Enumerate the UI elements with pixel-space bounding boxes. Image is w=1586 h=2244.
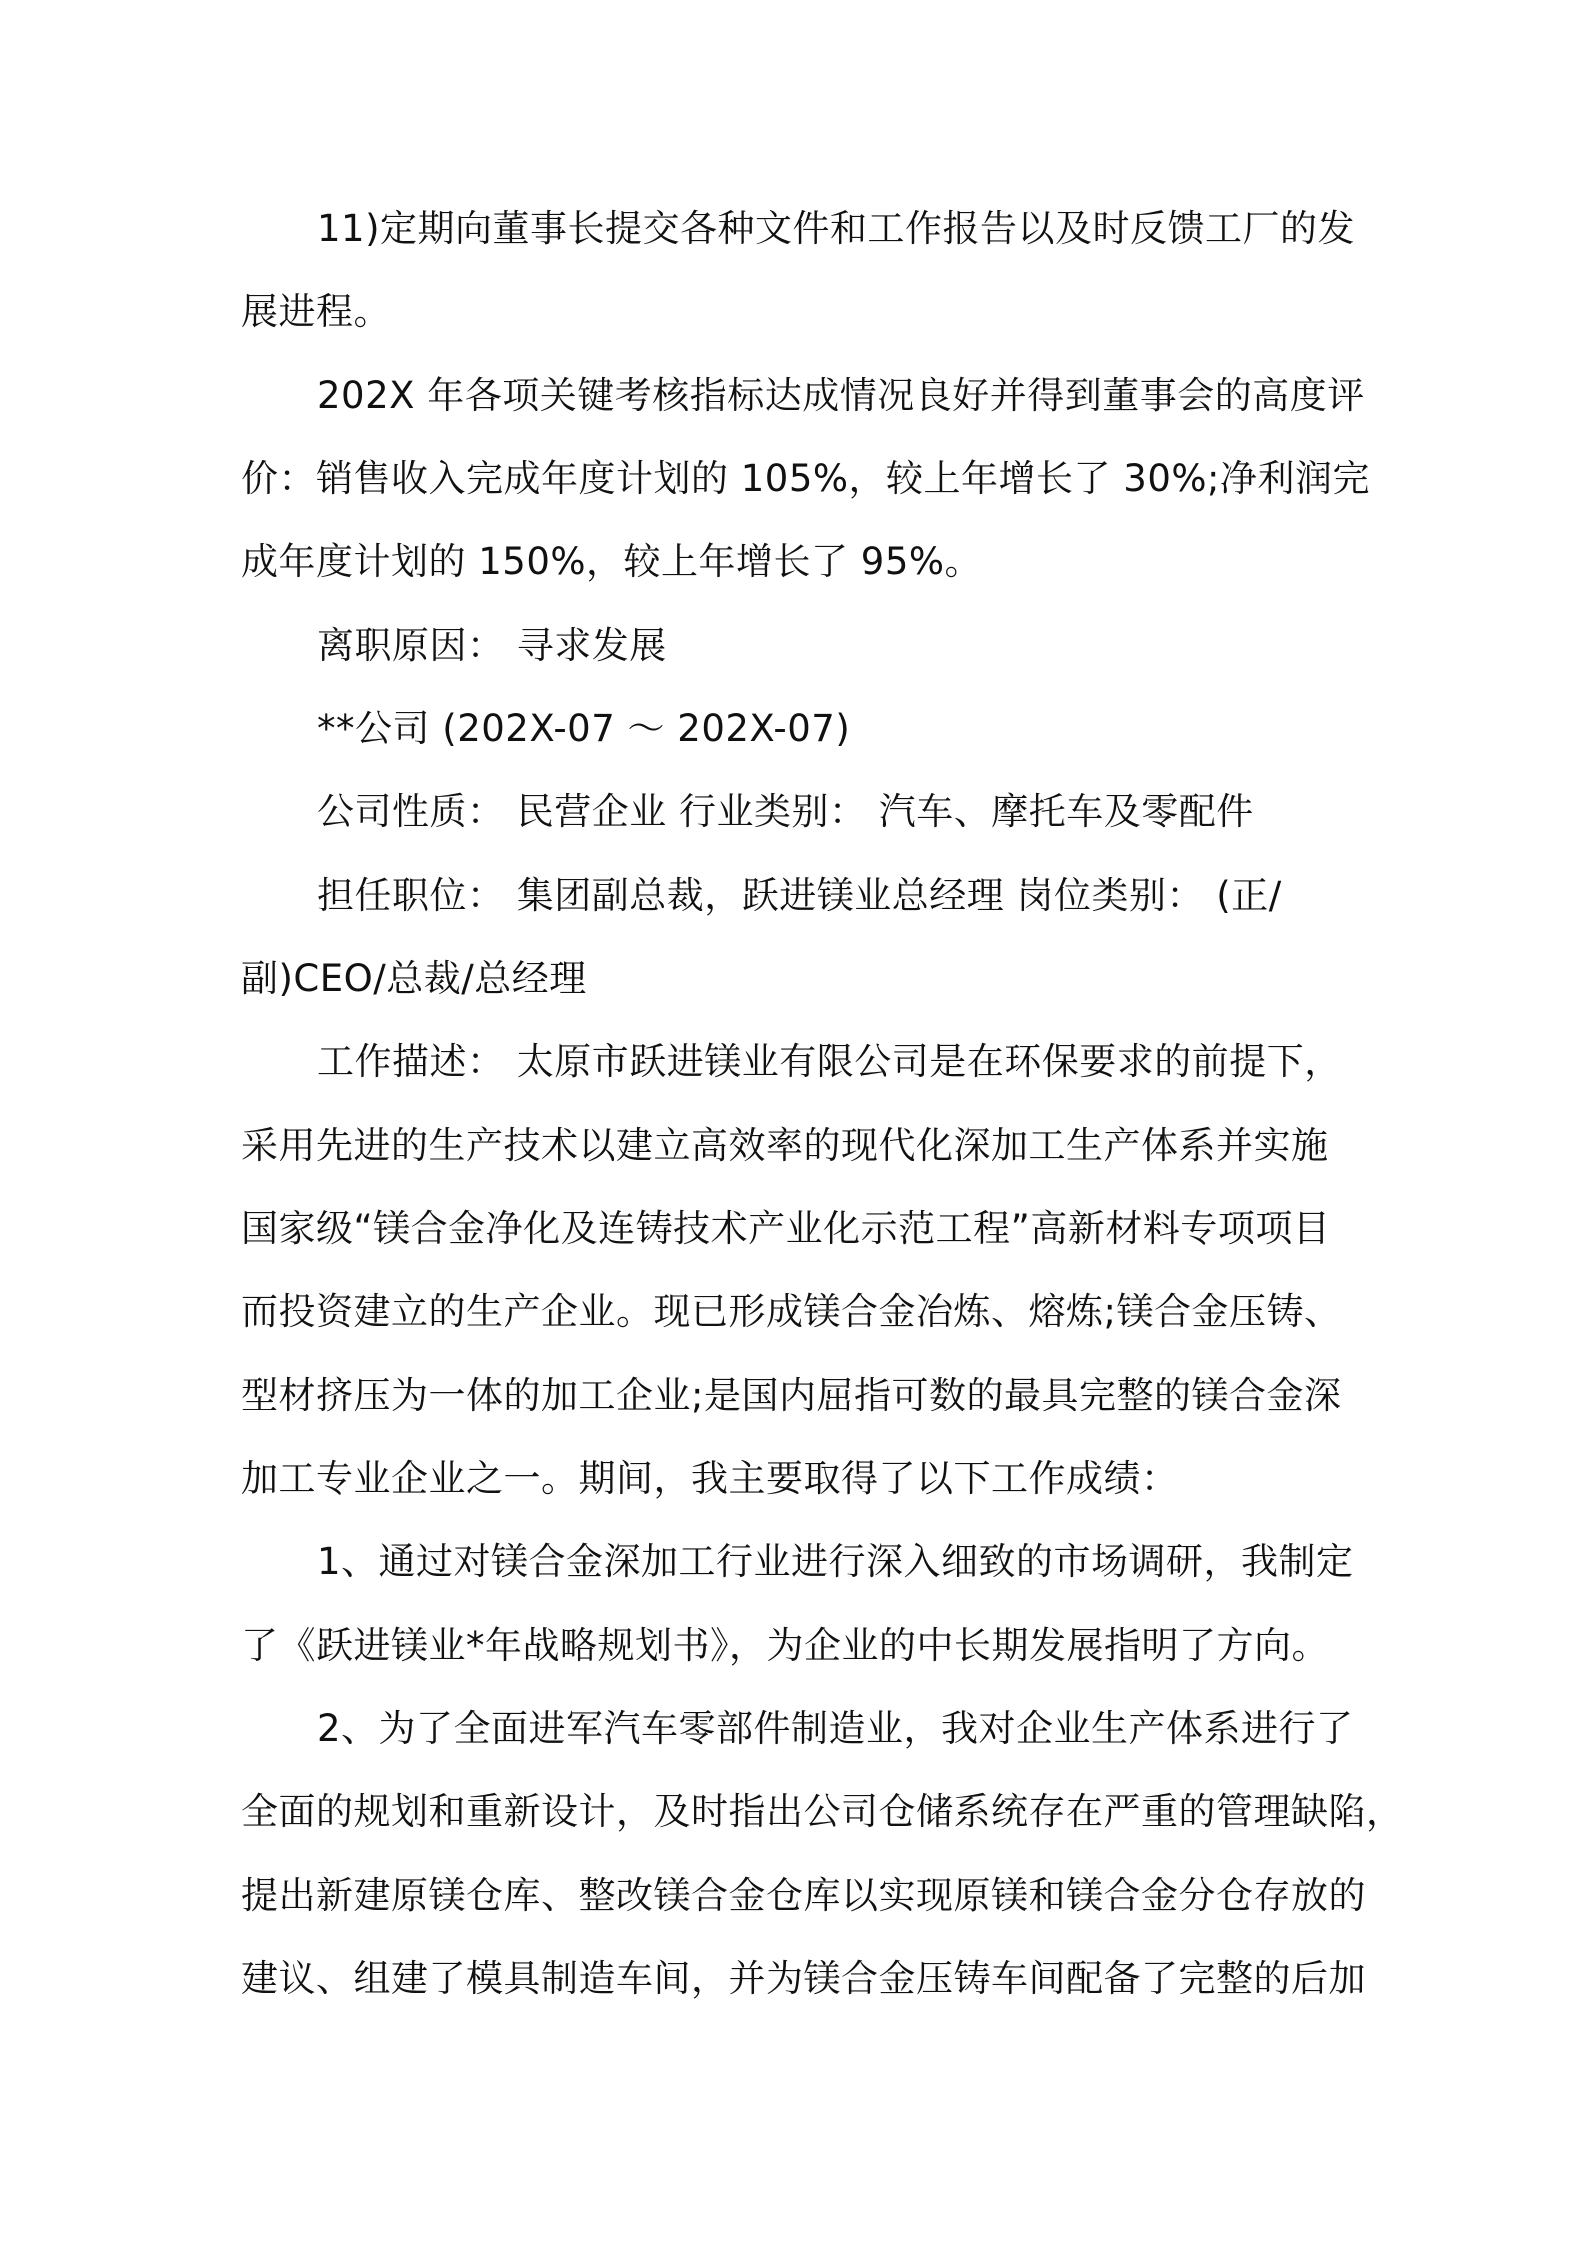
text-line: 国家级“镁合金净化及连铸技术产业化示范工程”高新材料专项项目 [241,1207,1331,1250]
text-line: **公司 (202X-07 ～ 202X-07) [317,707,851,750]
text-line: 工作描述： 太原市跃进镁业有限公司是在环保要求的前提下， [317,1040,1342,1083]
text-line: 1、通过对镁合金深加工行业进行深入细致的市场调研，我制定 [317,1540,1354,1583]
text-line: 副)CEO/总裁/总经理 [241,957,587,1000]
text-line: 了《跃进镁业*年战略规划书》，为企业的中长期发展指明了方向。 [241,1624,1329,1667]
text-line: 担任职位： 集团副总裁，跃进镁业总经理 岗位类别： (正/ [317,874,1282,917]
text-line: 价：销售收入完成年度计划的 105%，较上年增长了 30%;净利润完 [241,457,1371,500]
text-line: 全面的规划和重新设计，及时指出公司仓储系统存在严重的管理缺陷， [241,1790,1404,1833]
text-line: 加工专业企业之一。期间，我主要取得了以下工作成绩： [241,1457,1179,1500]
text-line: 成年度计划的 150%，较上年增长了 95%。 [241,540,983,583]
text-line: 提出新建原镁仓库、整改镁合金仓库以实现原镁和镁合金分仓存放的 [241,1874,1366,1917]
text-line: 离职原因： 寻求发展 [317,624,667,667]
text-line: 11)定期向董事长提交各种文件和工作报告以及时反馈工厂的发 [317,207,1356,250]
text-line: 而投资建立的生产企业。现已形成镁合金冶炼、熔炼;镁合金压铸、 [241,1290,1342,1333]
text-line: 型材挤压为一体的加工企业;是国内屈指可数的最具完整的镁合金深 [241,1374,1342,1417]
text-line: 展进程。 [241,290,391,333]
text-line: 采用先进的生产技术以建立高效率的现代化深加工生产体系并实施 [241,1124,1329,1167]
text-line: 2、为了全面进军汽车零部件制造业，我对企业生产体系进行了 [317,1707,1354,1750]
text-line: 公司性质： 民营企业 行业类别： 汽车、摩托车及零配件 [317,790,1254,833]
text-line: 建议、组建了模具制造车间，并为镁合金压铸车间配备了完整的后加 [241,1957,1366,2000]
text-line: 202X 年各项关键考核指标达成情况良好并得到董事会的高度评 [317,374,1365,417]
